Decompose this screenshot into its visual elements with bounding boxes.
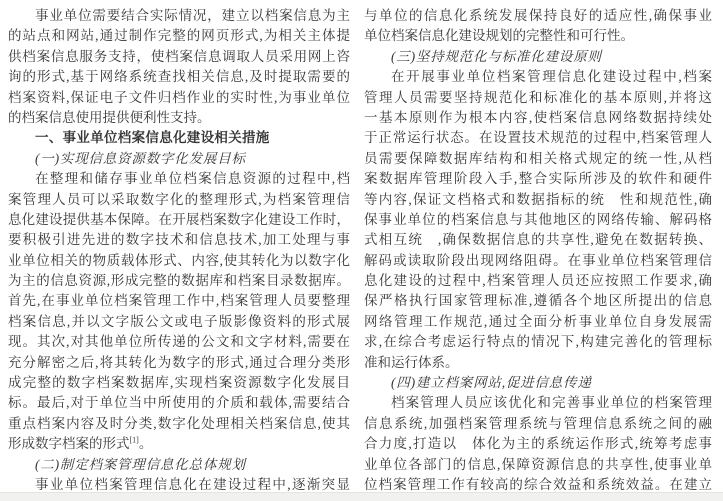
subsection-heading: (三)坚持规范化与标准化建设原则	[391, 48, 602, 64]
text-line: 的站点和网站,通过制作完整的网页形式,为相关主体提	[8, 28, 350, 44]
text-line: 解码或读取阶段出现网络阻碍。在事业单位档案管理信	[364, 252, 712, 268]
text-line: 位档案管理工作有较高的综合效益和系统效益。在建立	[364, 476, 712, 492]
text-line: 等内容,保证文档格式和数据指标的统 性和规范性,确	[364, 191, 712, 207]
text-line: 形成数字档案的形式[1]。	[8, 435, 153, 452]
text-line: 充分解密之后,将其转化为数字的形式,通过合理分类形	[8, 354, 350, 370]
text-line: 成完整的数字档案数据库,实现档案资源数字化发展目	[8, 375, 350, 391]
page-bottom-strip	[0, 492, 723, 501]
text-line: 首先,在事业单位档案管理工作中,档案管理人员要整理	[8, 293, 350, 309]
text-line: 档案信息,并以文字版公文或电子版影像资料的形式展	[8, 313, 350, 329]
text-line: 为主的信息资源,形成完整的数据库和档案目录数据库。	[8, 273, 350, 289]
text-line: 事业单位档案管理信息化在建设过程中,逐渐突显	[35, 476, 350, 492]
reference-marker: [1]	[129, 435, 139, 445]
text-line: 标。最后,对于单位当中所使用的介质和载体,需要结合	[8, 395, 350, 411]
subsection-heading: (一)实现信息资源数字化发展目标	[35, 150, 246, 166]
text-line: 管理人员需要坚持规范化和标准化的基本原则,并将这	[364, 89, 712, 105]
text-line: 在整理和储存事业单位档案信息资源的过程中,档	[35, 171, 350, 187]
text-line: 案数据库管理阶段入手,整合实际所涉及的软件和硬件	[364, 171, 712, 187]
text-line: 重点档案内容及时分类,数字化处理相关档案信息,使其	[8, 415, 350, 431]
text-line: 信息系统,加强档案管理系统与管理信息系统之间的融	[364, 415, 712, 431]
text-line: 准和运行体系。	[364, 354, 459, 370]
subsection-heading: (四)建立档案网站,促进信息传递	[391, 375, 592, 391]
text-line: 合力度,打造以 体化为主的系统运作形式,统筹考虑事	[364, 436, 712, 452]
text-line: 现。其次,对其他单位所传递的公文和文字材料,需要在	[8, 334, 350, 350]
text-line: 在开展事业单位档案管理信息化建设过程中,档案	[391, 69, 712, 85]
text-line: 档案管理人员应该优化和完善事业单位的档案管理	[391, 395, 712, 411]
text-line: 式相互统 ,确保数据信息的共享性,避免在数据转换、	[364, 232, 712, 248]
text-line: 与单位的信息化系统发展保持良好的适应性,确保事业	[364, 8, 712, 23]
text-line: 案管理人员可以采取数字化的整理形式,为档案管理信	[8, 191, 350, 207]
text-line: 业单位相关的物质载体形式、内容,使其转化为以数字化	[8, 252, 350, 268]
text-line: 保严格执行国家管理标准,遵循各个地区所提出的信息	[364, 293, 712, 309]
article-column-left	[8, 6, 350, 501]
text-line: 一基本原则作为根本内容,使档案信息网络数据持续处	[364, 109, 712, 125]
text-line: 询的形式,基于网络系统查找相关信息,及时提取需要的	[8, 69, 350, 85]
text-line: 档案资料,保证电子文件归档作业的实时性,为事业单位	[8, 89, 350, 105]
subsection-heading: (二)制定档案管理信息化总体规划	[35, 456, 246, 472]
text-line: 业单位各部门的信息,保障资源信息的共享性,使事业单	[364, 456, 712, 472]
text-line: 要积极引进先进的数字技术和信息技术,加工处理与事	[8, 232, 350, 248]
text-line: 息化建设提供基本保障。在开展档案数字化建设工作时，	[8, 211, 350, 227]
text-line: 员需要保障数据库结构和相关格式规定的统一性,从档	[364, 150, 712, 166]
text-line: 事业单位需要结合实际情况，建立以档案信息为主	[35, 8, 350, 23]
text-line: 的档案信息使用提供便利性支持。	[8, 109, 211, 125]
text-line: 网络管理工作规范,通过全面分析事业单位自身发展需	[364, 313, 712, 329]
text-line: 单位档案信息化建设规划的完整性和可行性。	[364, 28, 634, 44]
text-line: 保事业单位的档案信息与其他地区的网络传输、解码格	[364, 211, 712, 227]
text-line: 求,在综合考虑运行特点的情况下,构建完善化的管理标	[364, 334, 712, 350]
text-line: 息化建设的过程中,档案管理人员还应按照工作要求,确	[364, 273, 712, 289]
text-line: 供档案信息服务支持，使档案信息调取人员采用网上咨	[8, 48, 350, 64]
section-heading: 一、事业单位档案信息化建设相关措施	[35, 130, 270, 146]
article-column-right	[364, 6, 712, 501]
text-line: 于正常运行状态。在设置技术规范的过程中,档案管理人	[364, 130, 712, 146]
